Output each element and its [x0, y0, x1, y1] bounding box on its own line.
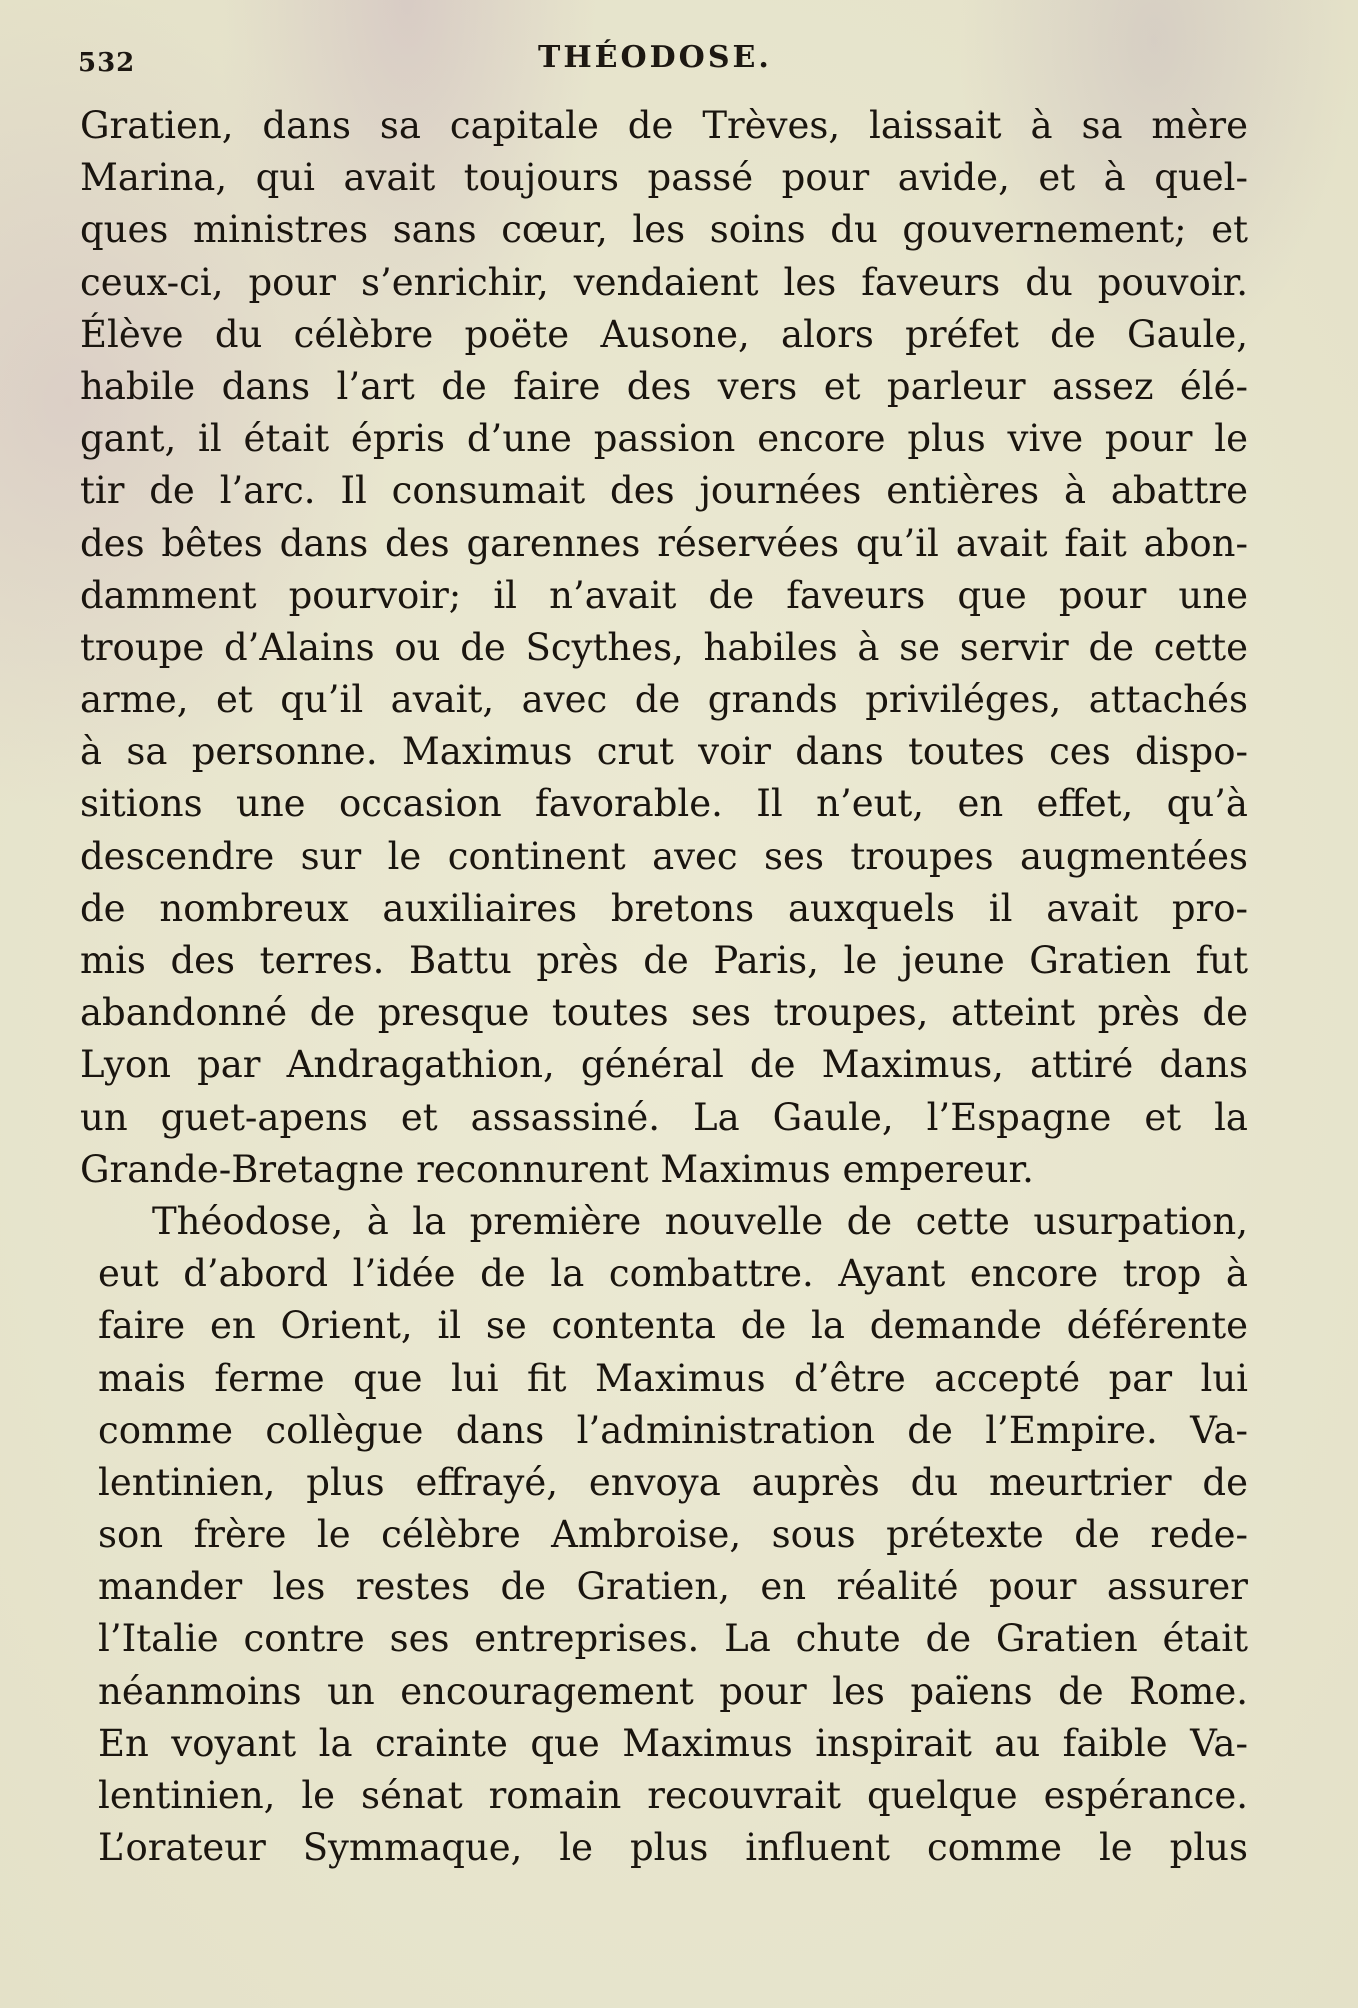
text-line: abandonné de presque toutes ses troupes, atteint près de	[80, 991, 1248, 1035]
text-line: de nombreux auxiliaires bretons auxquels il avait pro-	[80, 886, 1248, 930]
text-line: damment pourvoir; il n’avait de faveurs que pour une	[80, 573, 1248, 617]
text-line: son frère le célèbre Ambroise, sous prétexte de rede-	[98, 1513, 1248, 1557]
paragraph-1	[80, 100, 1248, 1196]
text-line: tir de l’arc. Il consumait des journées entières à abattre	[80, 469, 1248, 513]
text-line: à sa personne. Maximus crut voir dans toutes ces dispo-	[80, 730, 1248, 774]
text-line: ques ministres sans cœur, les soins du gouvernement; et	[80, 208, 1248, 252]
text-line: En voyant la crainte que Maximus inspirait au faible Va-	[98, 1721, 1248, 1765]
text-line: Grande-Bretagne reconnurent Maximus empereur.	[80, 1147, 1034, 1191]
running-title: THÉODOSE.	[538, 40, 772, 75]
text-line: eut d’abord l’idée de la combattre. Ayant encore trop à	[98, 1252, 1248, 1296]
text-line: un guet-apens et assassiné. La Gaule, l’Espagne et la	[80, 1095, 1248, 1139]
text-line: Lyon par Andragathion, général de Maximus, attiré dans	[80, 1043, 1248, 1087]
body-text	[80, 100, 1248, 1874]
text-line: lentinien, plus effrayé, envoya auprès du meurtrier de	[98, 1460, 1248, 1504]
text-line: Marina, qui avait toujours passé pour avide, et à quel-	[80, 156, 1248, 200]
text-line: mais ferme que lui fit Maximus d’être accepté par lui	[98, 1356, 1248, 1400]
text-line: lentinien, le sénat romain recouvrait quelque espérance.	[98, 1774, 1248, 1817]
page-header	[78, 38, 1248, 88]
text-line: mander les restes de Gratien, en réalité pour assurer	[98, 1565, 1248, 1609]
text-line: l’Italie contre ses entreprises. La chute de Gratien était	[98, 1617, 1248, 1661]
text-line: L’orateur Symmaque, le plus influent comme le plus	[98, 1826, 1248, 1870]
text-line: troupe d’Alains ou de Scythes, habiles à se servir de cette	[80, 625, 1248, 669]
text-line: faire en Orient, il se contenta de la demande déférente	[98, 1304, 1248, 1348]
text-line: mis des terres. Battu près de Paris, le jeune Gratien fut	[80, 939, 1248, 982]
text-line: Théodose, à la première nouvelle de cette usurpation,	[152, 1199, 1248, 1243]
text-line: gant, il était épris d’une passion encore plus vive pour le	[80, 417, 1248, 461]
page-number: 532	[78, 48, 136, 78]
paragraph-2	[80, 1196, 1248, 1874]
text-line: Gratien, dans sa capitale de Trèves, laissait à sa mère	[80, 104, 1248, 147]
text-line: des bêtes dans des garennes réservées qu’il avait fait abon-	[80, 521, 1248, 565]
text-line: ceux-ci, pour s’enrichir, vendaient les faveurs du pouvoir.	[80, 260, 1248, 304]
text-line: sitions une occasion favorable. Il n’eut, en effet, qu’à	[80, 782, 1248, 826]
text-line: comme collègue dans l’administration de l’Empire. Va-	[98, 1408, 1248, 1452]
text-line: Élève du célèbre poëte Ausone, alors préfet de Gaule,	[80, 312, 1248, 356]
text-line: descendre sur le continent avec ses troupes augmentées	[80, 834, 1248, 878]
text-line: arme, et qu’il avait, avec de grands priviléges, attachés	[80, 678, 1248, 722]
text-line: néanmoins un encouragement pour les païens de Rome.	[98, 1669, 1248, 1713]
text-line: habile dans l’art de faire des vers et parleur assez élé-	[80, 364, 1248, 408]
